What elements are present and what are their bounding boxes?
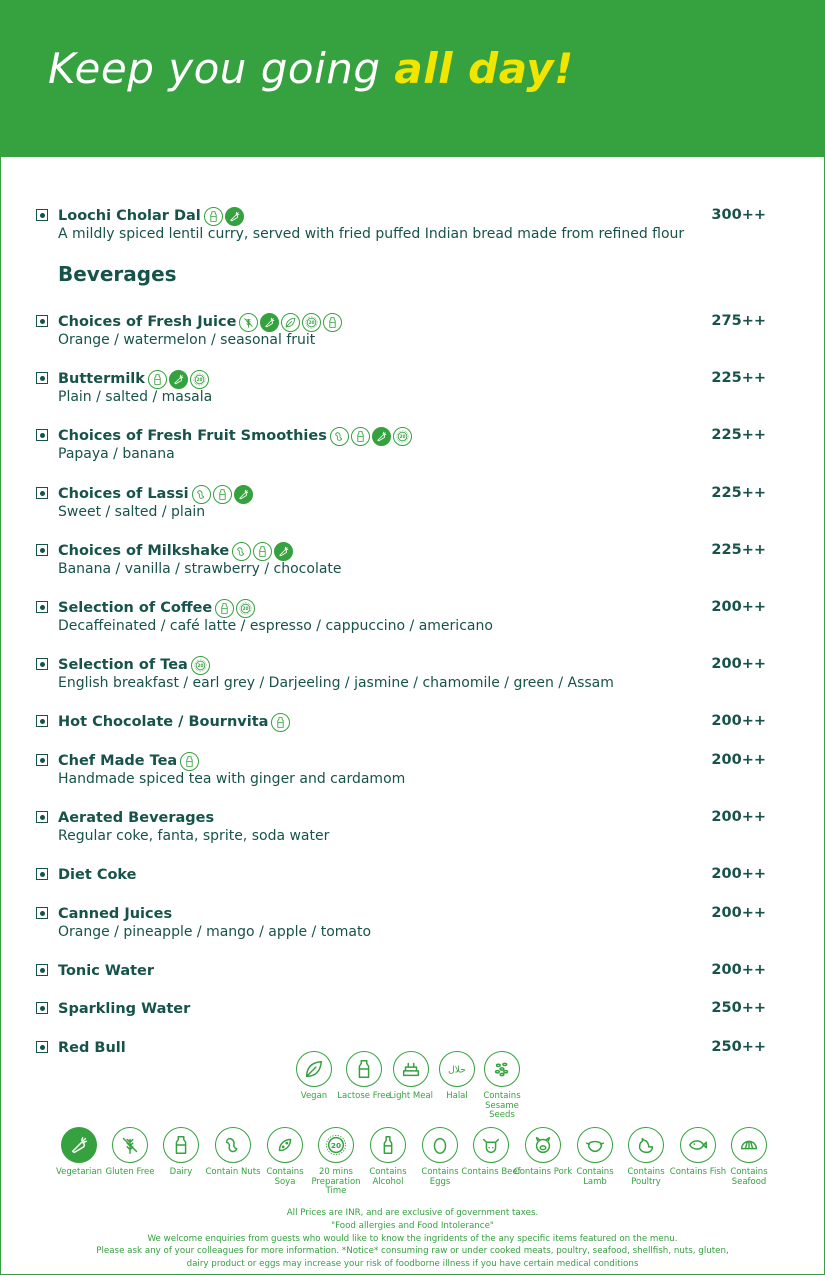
item-icons [191, 656, 210, 675]
nuts-icon [192, 485, 211, 504]
item-description: A mildly spiced lentil curry, served with fried puffed Indian bread made from refined flour [58, 226, 685, 242]
item-price: 200++ [711, 599, 766, 615]
item-price: 200++ [711, 656, 766, 672]
item-description: Decaffeinated / café latte / espresso / cappuccino / americano [58, 618, 493, 634]
svg-text:20: 20 [399, 434, 406, 440]
footer-line: All Prices are INR, and are exclusive of government taxes. [286, 1208, 539, 1218]
dairy-icon [148, 370, 167, 389]
legend-label: Contains Alcohol [369, 1167, 407, 1187]
gluten-free-icon [112, 1127, 148, 1163]
veg-mark-icon [36, 372, 48, 384]
vegan-icon [296, 1051, 332, 1087]
veg-mark-icon [36, 964, 48, 976]
footer-line: dairy product or eggs may increase your risk of foodborne illness if you have certain medical conditions [186, 1259, 639, 1270]
footer-line: "Food allergies and Food Intolerance" [331, 1220, 494, 1231]
veg-mark-icon [36, 1041, 48, 1053]
item-name-line [58, 426, 412, 446]
prep-time-icon [318, 1127, 354, 1163]
legend-item [513, 1127, 573, 1178]
item-name: Hot Chocolate / Bournvita [58, 714, 269, 730]
item-name: Tonic Water [58, 963, 155, 979]
eggs-icon [422, 1127, 458, 1163]
legend-label: Contains Soya [266, 1167, 304, 1187]
item-name: Chef Made Tea [58, 753, 178, 769]
nuts-icon [215, 1127, 251, 1163]
vegan-icon [281, 313, 300, 332]
veg-mark-icon [36, 315, 48, 327]
item-price: 225++ [711, 427, 766, 443]
item-name: Canned Juices [58, 906, 173, 922]
vegetarian-icon [225, 207, 244, 226]
svg-text:20: 20 [196, 377, 203, 383]
item-name-line [58, 312, 342, 332]
legend-item [306, 1127, 366, 1197]
legend-label: Contains Eggs [421, 1167, 459, 1187]
item-name: Buttermilk [58, 371, 145, 387]
legend-label: Vegetarian [55, 1167, 102, 1177]
item-name-line [58, 369, 209, 389]
pork-icon [525, 1127, 561, 1163]
item-icons [330, 427, 412, 446]
item-price: 225++ [711, 485, 766, 501]
legend-label: Light Meal [388, 1091, 434, 1101]
seafood-icon [731, 1127, 767, 1163]
legend-label: Contains Lamb [576, 1167, 614, 1187]
dairy-icon [271, 713, 290, 732]
gluten-free-icon [239, 313, 258, 332]
svg-text:20: 20 [308, 320, 315, 326]
item-name-line [58, 961, 157, 981]
item-price: 275++ [711, 313, 766, 329]
item-name-line [58, 1038, 129, 1058]
legend-label: Contains Fish [669, 1167, 727, 1177]
legend-item [616, 1127, 676, 1187]
item-price: 200++ [711, 962, 766, 978]
halal-icon [439, 1051, 475, 1087]
legend-label: Contains Poultry [627, 1167, 665, 1187]
item-name-line [58, 541, 293, 561]
item-name: Diet Coke [58, 867, 137, 883]
legend-label: Gluten Free [105, 1167, 155, 1177]
prep-time-icon [191, 656, 210, 675]
veg-mark-icon [36, 715, 48, 727]
legend-label: Dairy [169, 1167, 193, 1177]
veg-mark-icon [36, 658, 48, 670]
item-icons [180, 752, 199, 771]
page-title: Keep you going all day! [48, 44, 574, 93]
dairy-icon [351, 427, 370, 446]
legend-label: Contains Beef [461, 1167, 521, 1177]
footer-line: Please ask any of your colleagues for more information. *Notice* consuming raw or under cooked meats, poultry, seafood, shellfish, nuts, gluten, [96, 1246, 729, 1257]
dairy-icon [213, 485, 232, 504]
item-price: 300++ [711, 207, 766, 223]
item-name: Selection of Coffee [58, 600, 213, 616]
item-name: Choices of Lassi [58, 486, 189, 502]
item-description: Regular coke, fanta, sprite, soda water [58, 828, 330, 844]
item-description: Banana / vanilla / strawberry / chocolate [58, 561, 342, 577]
item-name: Loochi Cholar Dal [58, 208, 201, 224]
item-icons [204, 207, 244, 226]
item-name-line [58, 865, 140, 885]
item-name-line [58, 999, 193, 1019]
item-name-line [58, 655, 210, 675]
alcohol-icon [370, 1127, 406, 1163]
item-description: Handmade spiced tea with ginger and cardamom [58, 771, 406, 787]
item-description: English breakfast / earl grey / Darjeeling / jasmine / chamomile / green / Assam [58, 675, 614, 691]
vegetarian-icon [274, 542, 293, 561]
legend-label: Halal [446, 1091, 468, 1101]
legend-label: Vegan [300, 1091, 328, 1101]
item-icons [271, 713, 290, 732]
item-name-line [58, 751, 199, 771]
veg-mark-icon [36, 487, 48, 499]
beef-icon [473, 1127, 509, 1163]
item-name: Choices of Milkshake [58, 543, 230, 559]
veg-mark-icon [36, 601, 48, 613]
item-name: Selection of Tea [58, 657, 188, 673]
item-price: 200++ [711, 866, 766, 882]
title-highlight: all day! [394, 44, 574, 93]
item-icons [215, 599, 255, 618]
lactose-free-icon [346, 1051, 382, 1087]
svg-text:20: 20 [197, 663, 204, 669]
item-name: Choices of Fresh Fruit Smoothies [58, 428, 327, 444]
nuts-icon [330, 427, 349, 446]
item-name: Sparkling Water [58, 1001, 191, 1017]
vegetarian-icon [372, 427, 391, 446]
item-description: Orange / pineapple / mango / apple / tomato [58, 924, 372, 940]
header-banner [0, 0, 825, 157]
veg-mark-icon [36, 544, 48, 556]
vegetarian-icon [61, 1127, 97, 1163]
veg-mark-icon [36, 907, 48, 919]
lamb-icon [577, 1127, 613, 1163]
vegetarian-icon [169, 370, 188, 389]
prep-time-icon [302, 313, 321, 332]
item-icons [232, 542, 293, 561]
vegetarian-icon [260, 313, 279, 332]
item-description: Orange / watermelon / seasonal fruit [58, 332, 316, 348]
svg-text:20: 20 [242, 606, 249, 612]
item-name-line [58, 484, 253, 504]
sesame-icon [484, 1051, 520, 1087]
lactose-free-icon [323, 313, 342, 332]
item-description: Papaya / banana [58, 446, 175, 462]
fish-icon [680, 1127, 716, 1163]
item-price: 200++ [711, 809, 766, 825]
svg-text:حلال: حلال [448, 1064, 466, 1076]
item-name-line [58, 712, 290, 732]
item-description: Plain / salted / masala [58, 389, 213, 405]
legend-label: Lactose Free [337, 1091, 391, 1101]
svg-text:20: 20 [330, 1140, 342, 1150]
veg-mark-icon [36, 868, 48, 880]
item-name: Red Bull [58, 1040, 126, 1056]
veg-mark-icon [36, 209, 48, 221]
dairy-icon [180, 752, 199, 771]
legend-item [151, 1127, 211, 1178]
item-name-line [58, 206, 244, 226]
vegetarian-icon [234, 485, 253, 504]
prep-time-icon [393, 427, 412, 446]
poultry-icon [628, 1127, 664, 1163]
footer-line: We welcome enquiries from guests who would like to know the ingridents of the any specific items featured on the menu. [147, 1233, 678, 1244]
legend-label: Contains Seafood [730, 1167, 768, 1187]
section-title-beverages: Beverages [58, 262, 177, 286]
item-description: Sweet / salted / plain [58, 504, 206, 520]
item-name-line [58, 808, 217, 828]
legend-item [358, 1127, 418, 1187]
item-name-line [58, 904, 175, 924]
item-price: 250++ [711, 1039, 766, 1055]
item-name: Choices of Fresh Juice [58, 314, 237, 330]
soya-icon [267, 1127, 303, 1163]
item-price: 200++ [711, 752, 766, 768]
footer-notice [0, 1207, 825, 1271]
veg-mark-icon [36, 1002, 48, 1014]
veg-mark-icon [36, 811, 48, 823]
item-name-line [58, 598, 255, 618]
prep-time-icon [190, 370, 209, 389]
dairy-icon [204, 207, 223, 226]
legend-label: 20 mins Preparation Time [311, 1167, 361, 1196]
veg-mark-icon [36, 754, 48, 766]
legend-label: Contains Sesame Seeds [483, 1091, 521, 1120]
legend-label: Contains Pork [513, 1167, 573, 1177]
nuts-icon [232, 542, 251, 561]
item-icons [192, 485, 253, 504]
item-name: Aerated Beverages [58, 810, 215, 826]
item-price: 250++ [711, 1000, 766, 1016]
dairy-icon [163, 1127, 199, 1163]
prep-time-icon [236, 599, 255, 618]
dairy-icon [215, 599, 234, 618]
item-price: 225++ [711, 542, 766, 558]
legend-item [203, 1127, 263, 1178]
dairy-icon [253, 542, 272, 561]
light-meal-icon [393, 1051, 429, 1087]
legend-item [461, 1127, 521, 1178]
item-price: 200++ [711, 905, 766, 921]
legend-item [472, 1051, 532, 1121]
item-price: 200++ [711, 713, 766, 729]
item-icons [239, 313, 342, 332]
legend-item [719, 1127, 779, 1187]
legend-label: Contain Nuts [205, 1167, 261, 1177]
item-icons [148, 370, 209, 389]
item-price: 225++ [711, 370, 766, 386]
veg-mark-icon [36, 429, 48, 441]
